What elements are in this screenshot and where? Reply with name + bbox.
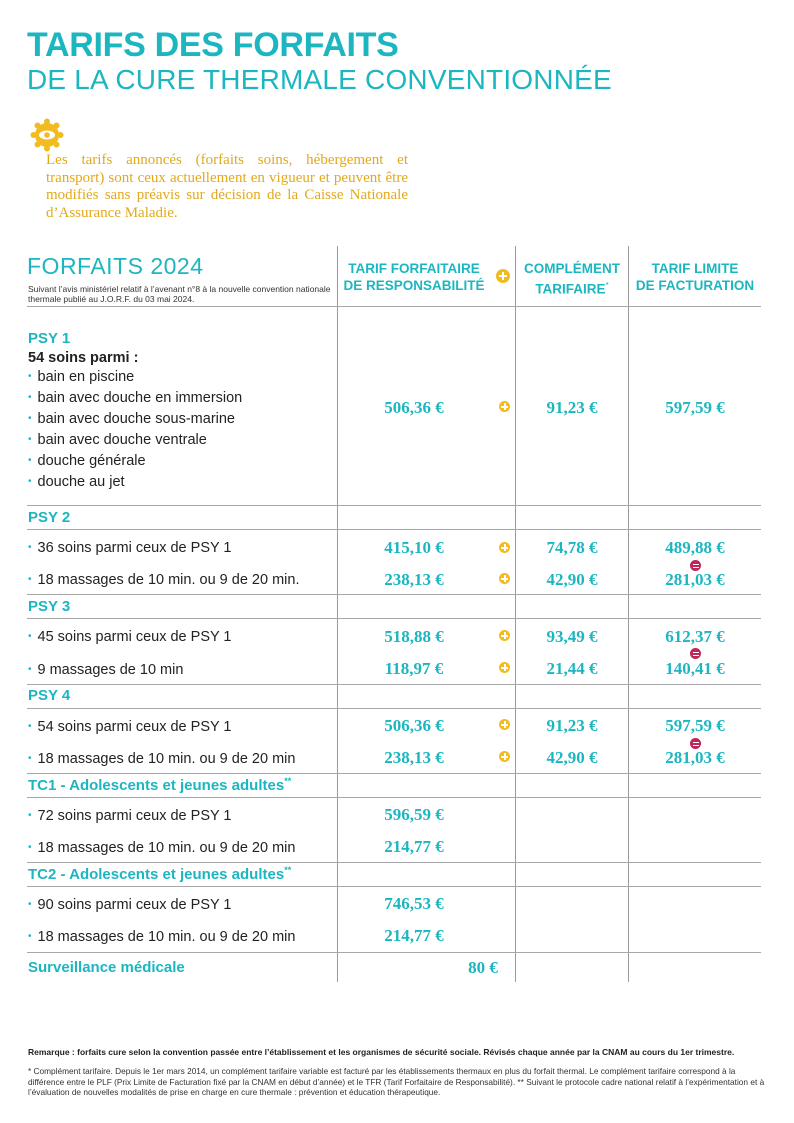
list-item: • 18 massages de 10 min. ou 9 de 20 min (28, 751, 296, 767)
price-tfr: 518,88 € (384, 627, 444, 646)
footnote: * Complément tarifaire. Depuis le 1er mars 2014, un complément tarifaire variable est facturé par les établissements thermaux en plus du forfait thermal. Le complément tarifaire correspond à la différence entre le PLF (Prix Limite de Facturation fixé par la CNAM en début d’année) et le TFR (Tarif Forfaitaire de Responsabilité). ** Suivant le protocole cadre national relatif à l’expérimentation et à l’évaluation de nouvelles modalités de prise en charge en cure thermale : prévention et éducation thérapeutique. (28, 1066, 765, 1097)
list-item: • 9 massages de 10 min (28, 662, 184, 678)
row-divider (27, 773, 761, 774)
row-divider (27, 886, 761, 887)
price-limit: 281,03 € (665, 748, 725, 767)
table-title: FORFAITS 2024 (27, 253, 204, 279)
row-divider (27, 618, 761, 619)
list-item: • 36 soins parmi ceux de PSY 1 (28, 540, 232, 556)
psy1-count: 54 soins parmi : (28, 350, 139, 366)
price-tfr: 214,77 € (384, 837, 444, 856)
list-item: • bain avec douche ventrale (28, 432, 207, 448)
column-divider (337, 246, 338, 982)
surveillance-price: 80 € (468, 958, 498, 977)
section-tc2: TC2 - Adolescents et jeunes adultes** (28, 865, 292, 883)
list-item: • 45 soins parmi ceux de PSY 1 (28, 629, 232, 645)
section-psy2: PSY 2 (28, 509, 71, 526)
plus-icon (499, 542, 510, 553)
price-limit: 281,03 € (665, 570, 725, 589)
price-complement: 21,44 € (546, 659, 598, 678)
price-limit: 597,59 € (665, 398, 725, 417)
price-limit: 140,41 € (665, 659, 725, 678)
list-item: • 18 massages de 10 min. ou 9 de 20 min. (28, 572, 300, 588)
price-tfr: 214,77 € (384, 926, 444, 945)
list-item: • douche au jet (28, 474, 125, 490)
list-item: • 54 soins parmi ceux de PSY 1 (28, 719, 232, 735)
price-complement: 91,23 € (546, 716, 598, 735)
section-psy3: PSY 3 (28, 598, 71, 615)
equals-icon (690, 648, 701, 659)
column-divider (628, 246, 629, 982)
price-tfr: 746,53 € (384, 894, 444, 913)
plus-icon (499, 401, 510, 412)
list-item: • douche générale (28, 453, 146, 469)
price-limit: 489,88 € (665, 538, 725, 557)
list-item: • 18 massages de 10 min. ou 9 de 20 min (28, 840, 296, 856)
price-complement: 42,90 € (546, 748, 598, 767)
section-psy1: PSY 1 (28, 330, 71, 347)
column-header-limit: TARIF LIMITE DE FACTURATION (635, 261, 755, 293)
list-item: • 18 massages de 10 min. ou 9 de 20 min (28, 929, 296, 945)
page-title: TARIFS DES FORFAITS (27, 26, 399, 64)
remark: Remarque : forfaits cure selon la convention passée entre l’établissement et les organismes de sécurité sociale. Révisés chaque année par la CNAM au cours du 1er trimestre. (28, 1047, 735, 1057)
list-item: • bain avec douche en immersion (28, 390, 243, 406)
row-divider (27, 952, 761, 953)
plus-icon (499, 573, 510, 584)
section-tc1: TC1 - Adolescents et jeunes adultes** (28, 776, 292, 794)
price-tfr: 506,36 € (384, 398, 444, 417)
list-item: • 72 soins parmi ceux de PSY 1 (28, 808, 232, 824)
price-complement: 93,49 € (546, 627, 598, 646)
plus-icon (499, 751, 510, 762)
row-divider (27, 306, 761, 307)
price-limit: 612,37 € (665, 627, 725, 646)
price-complement: 91,23 € (546, 398, 598, 417)
price-tfr: 415,10 € (384, 538, 444, 557)
row-divider (27, 594, 761, 595)
row-divider (27, 684, 761, 685)
price-tfr: 238,13 € (384, 570, 444, 589)
eye-icon (30, 118, 64, 152)
price-tfr: 118,97 € (384, 659, 444, 678)
page-subtitle: DE LA CURE THERMALE CONVENTIONNÉE (27, 64, 612, 95)
row-divider (27, 529, 761, 530)
price-tfr: 238,13 € (384, 748, 444, 767)
surveillance-label: Surveillance médicale (28, 959, 185, 976)
price-complement: 74,78 € (546, 538, 598, 557)
table-note: Suivant l’avis ministériel relatif à l’avenant n°8 à la nouvelle convention nationale thermale publié au J.O.R.F. du 03 mai 2024. (28, 284, 331, 304)
price-limit: 597,59 € (665, 716, 725, 735)
plus-icon (499, 719, 510, 730)
column-header-tfr: TARIF FORFAITAIRE DE RESPONSABILITÉ (343, 261, 485, 293)
row-divider (27, 797, 761, 798)
column-divider (515, 246, 516, 982)
plus-icon (499, 630, 510, 641)
plus-icon (499, 662, 510, 673)
section-psy4: PSY 4 (28, 687, 71, 704)
price-complement: 42,90 € (546, 570, 598, 589)
row-divider (27, 708, 761, 709)
price-tfr: 506,36 € (384, 716, 444, 735)
row-divider (27, 505, 761, 506)
list-item: • bain en piscine (28, 369, 135, 385)
list-item: • bain avec douche sous-marine (28, 411, 235, 427)
list-item: • 90 soins parmi ceux de PSY 1 (28, 897, 232, 913)
price-tfr: 596,59 € (384, 805, 444, 824)
row-divider (27, 862, 761, 863)
plus-icon (496, 269, 510, 283)
column-header-complement: COMPLÉMENT TARIFAIRE* (524, 261, 620, 297)
notice-text: Les tarifs annoncés (forfaits soins, hébergement et transport) sont ceux actuellement en vigueur et peuvent être modifiés sans préavis sur décision de la Caisse Nationale d’Assurance Maladie. (46, 152, 408, 221)
